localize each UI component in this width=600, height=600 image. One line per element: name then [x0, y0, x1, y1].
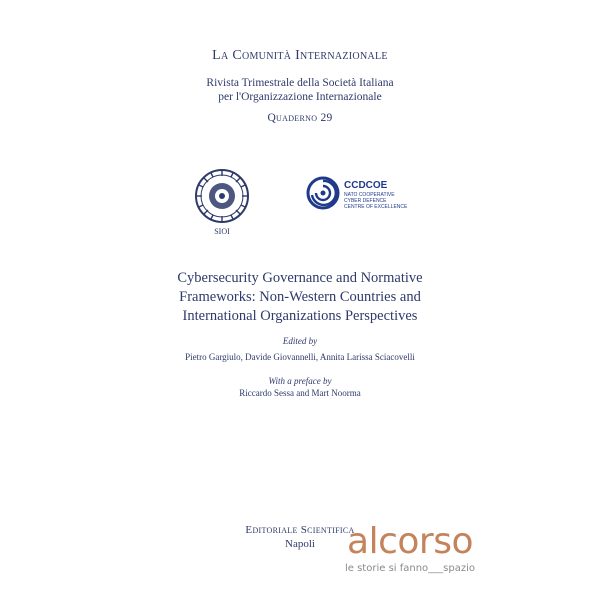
edited-by-label: Edited by [282, 336, 318, 346]
sioi-seal-icon [190, 168, 254, 238]
series-title: La Comunità Internazionale [212, 48, 388, 63]
book-title-line-3: International Organizations Perspectives [182, 308, 418, 324]
ccdcoe-line-3: CENTRE OF EXCELLENCE [344, 204, 408, 210]
series-subtitle [122, 76, 478, 104]
publisher: Editoriale Scientifica [245, 524, 355, 536]
editors: Pietro Gargiulo, Davide Giovannelli, Annita Larissa Sciacovelli [185, 352, 415, 362]
book-title-line-2: Frameworks: Non-Western Countries and [179, 289, 421, 305]
alcorso-watermark [330, 522, 490, 592]
ccdcoe-acronym: CCDCOE [344, 180, 388, 191]
book-cover [122, 28, 478, 560]
brand-tagline: le storie si fanno___spazio [344, 563, 476, 574]
brand-name: alcorso [347, 521, 473, 562]
sioi-logo [190, 168, 254, 238]
subtitle-line-2: per l'Organizzazione Internazionale [218, 91, 382, 103]
book-title-line-1: Cybersecurity Governance and Normative [177, 270, 423, 286]
logo-row [122, 168, 478, 238]
ccdcoe-line-1: NATO COOPERATIVE [344, 192, 395, 198]
ccdcoe-line-2: CYBER DEFENCE [344, 198, 387, 204]
publisher-city: Napoli [285, 538, 315, 550]
issue-number: Quaderno 29 [267, 112, 333, 124]
ccdcoe-spiral-icon [306, 174, 426, 214]
ccdcoe-logo [306, 174, 426, 214]
book-title [122, 269, 478, 326]
subtitle-line-1: Rivista Trimestrale della Società Italiana [206, 77, 394, 89]
preface-authors: Riccardo Sessa and Mart Noorma [239, 388, 361, 398]
preface-label: With a preface by [268, 376, 332, 386]
sioi-caption: SIOI [214, 227, 230, 236]
